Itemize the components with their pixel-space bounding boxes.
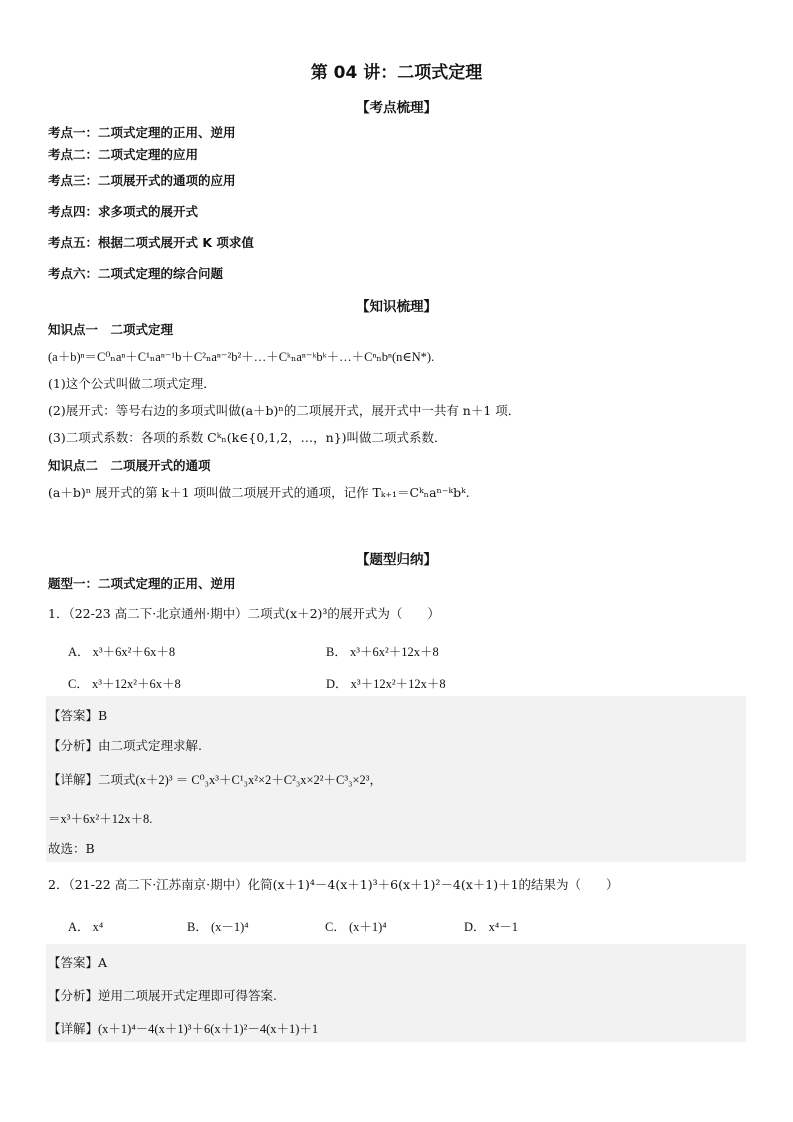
knowledge-item-1: (1)这个公式叫做二项式定理． — [48, 376, 216, 391]
section-tixing: 【题型归纳】 — [356, 552, 437, 568]
section-kaodian: 【考点梳理】 — [356, 100, 437, 116]
q1-detail: 【详解】二项式(x＋2)³ ＝ C⁰₃x³＋C¹₃x²×2＋C²₃x×2²＋C³₃×2³， — [48, 773, 382, 787]
knowledge-point-2-title: 知识点二 二项展开式的通项 — [48, 458, 211, 473]
binomial-formula: (a＋b)ⁿ＝C⁰ₙaⁿ＋C¹ₙaⁿ⁻¹b＋C²ₙaⁿ⁻²b²＋…＋Cᵏₙaⁿ⁻ᵏbᵏ＋…＋Cⁿₙbⁿ(n∈N*). — [48, 350, 435, 364]
knowledge-point-1-title: 知识点一 二项式定理 — [48, 322, 174, 337]
knowledge-item-3: (3)二项式系数：各项的系数 Cᵏₙ(k∈{0,1,2，…，n})叫做二项式系数． — [48, 430, 447, 445]
question-2-stem: 2．（21-22 高二下·江苏南京·期中）化简(x＋1)⁴－4(x＋1)³＋6(x＋1)²－4(x＋1)＋1的结果为（ ） — [48, 877, 619, 892]
q2-option-a: A． x⁴ — [68, 920, 104, 934]
q1-detail-result: ＝x³＋6x²＋12x＋8. — [48, 812, 153, 826]
knowledge-item-2: (2)展开式：等号右边的多项式叫做(a＋b)ⁿ的二项展开式，展开式中一共有 n＋1 项． — [48, 403, 521, 418]
kaodian-item: 考点五：根据二项式展开式 K 项求值 — [48, 235, 254, 250]
kaodian-item: 考点四：求多项式的展开式 — [48, 204, 199, 219]
q1-answer: 【答案】B — [48, 708, 108, 723]
section-zhishi: 【知识梳理】 — [356, 299, 437, 315]
kaodian-item: 考点一：二项式定理的正用、逆用 — [48, 125, 236, 140]
question-1-stem: 1．（22-23 高二下·北京通州·期中）二项式(x＋2)³的展开式为（ ） — [48, 606, 440, 621]
q2-option-c: C． (x＋1)⁴ — [325, 920, 387, 934]
kaodian-item: 考点六：二项式定理的综合问题 — [48, 266, 224, 281]
q1-option-c: C． x³＋12x²＋6x＋8 — [68, 677, 181, 691]
kaodian-item: 考点三：二项展开式的通项的应用 — [48, 173, 236, 188]
knowledge-point-2-text: (a＋b)ⁿ 展开式的第 k＋1 项叫做二项展开式的通项，记作 Tₖ₊₁＝Cᵏₙaⁿ⁻ᵏbᵏ. — [48, 485, 470, 500]
page-title: 第 04 讲：二项式定理 — [310, 63, 483, 83]
q1-option-b: B． x³＋6x²＋12x＋8 — [326, 645, 439, 659]
q1-option-d: D． x³＋12x²＋12x＋8 — [326, 677, 446, 691]
q2-option-b: B． (x－1)⁴ — [187, 920, 249, 934]
q2-option-d: D． x⁴－1 — [464, 920, 519, 934]
q1-analysis: 【分析】由二项式定理求解. — [48, 738, 202, 753]
q2-analysis: 【分析】逆用二项展开式定理即可得答案. — [48, 988, 277, 1003]
q2-answer: 【答案】A — [48, 955, 108, 970]
kaodian-item: 考点二：二项式定理的应用 — [48, 147, 199, 162]
q1-option-a: A． x³＋6x²＋6x＋8 — [68, 645, 176, 659]
q2-detail: 【详解】(x＋1)⁴－4(x＋1)³＋6(x＋1)²－4(x＋1)＋1 — [48, 1022, 319, 1036]
q1-choice: 故选：B — [48, 841, 95, 856]
tixing-1-title: 题型一：二项式定理的正用、逆用 — [48, 576, 236, 591]
